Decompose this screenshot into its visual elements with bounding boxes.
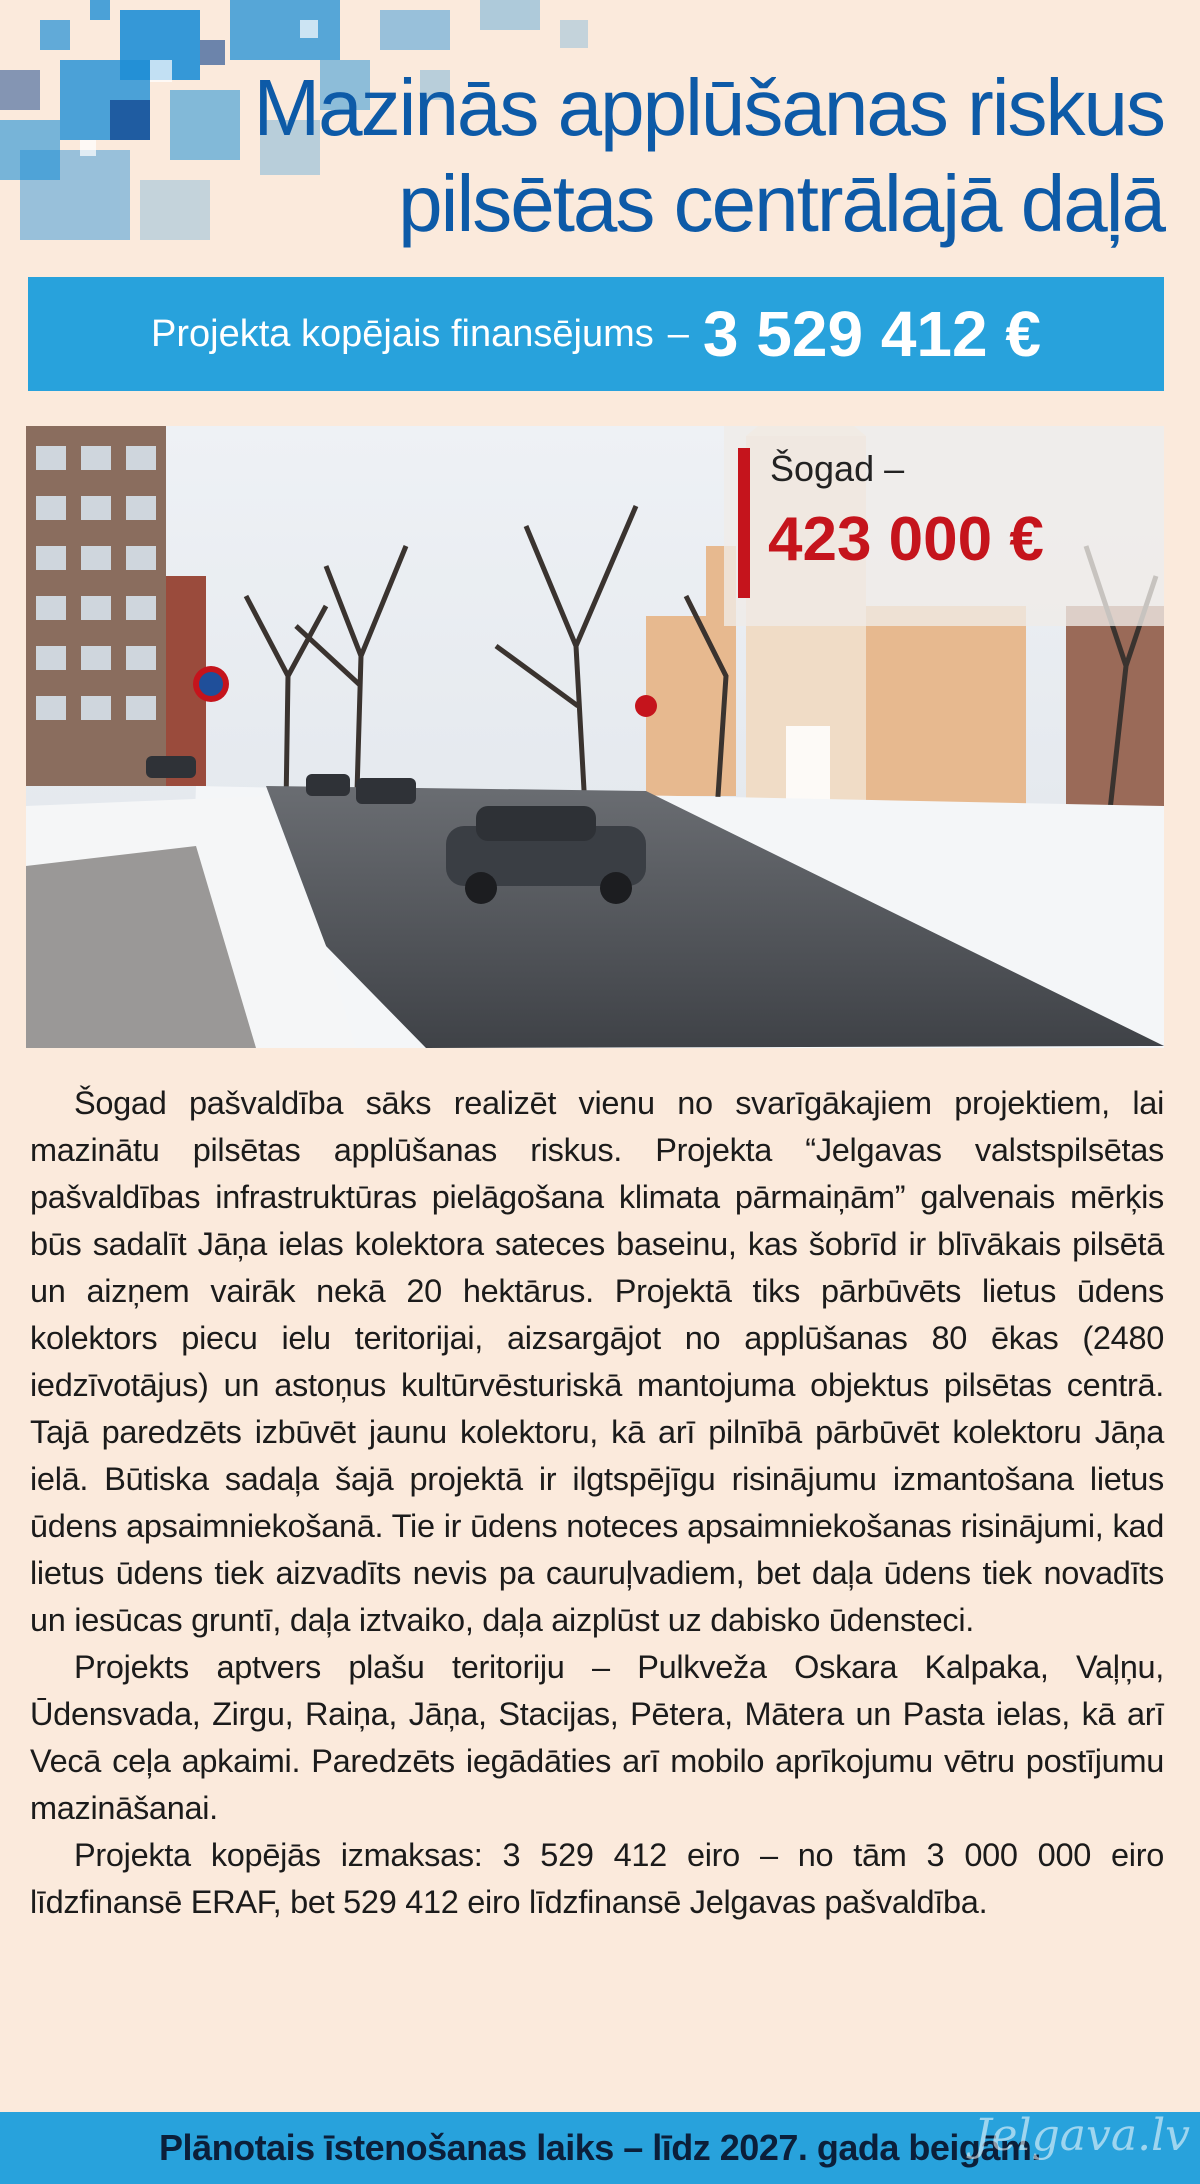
total-funding-dash: – (667, 312, 689, 355)
this-year-label: Šogad – (770, 448, 905, 489)
article-body (30, 1080, 1164, 1926)
total-funding-banner (28, 277, 1164, 391)
headline: Mazinās applūšanas riskus pilsētas centrālajā daļā (253, 63, 1164, 248)
this-year-funding-box (724, 426, 1164, 626)
total-funding-amount: 3 529 412 € (702, 298, 1041, 370)
article-paragraph: Šogad pašvaldība sāks realizēt vienu no svarīgākajiem projektiem, lai mazinātu pilsētas applūšanas riskus. Projekta “Jelgavas valstspilsētas pašvaldības infrastruktūras pielāgošana klimata pārmaiņām” galvenais mērķis būs sadalīt Jāņa ielas kolektora sateces baseinu, kas šobrīd ir blīvākais pilsētā un aizņem vairāk nekā 20 hektārus. Projektā tiks pārbūvēts lietus ūdens kolektors piecu ielu teritorijai, aizsargājot no applūšanas 80 ēkas (2480 iedzīvotājus) un astoņus kultūrvēsturiskā mantojuma objektus pilsētas centrā. Tajā paredzēts izbūvēt jaunu kolektoru, kā arī pilnībā pārbūvēt kolektoru Jāņa ielā. Būtiska sadaļa šajā projektā ir ilgtspējīgu risinājumu izmantošana lietus ūdens apsaimniekošanā. Tie ir ūdens noteces apsaimniekošanas risinājumi, kad lietus ūdens tiek aizvadīts nevis pa cauruļvadiem, bet daļa ūdens tiek novadīts un iesūcas gruntī, daļa iztvaiko, daļa aizplūst uz dabisko ūdensteci. (30, 1085, 1164, 1638)
street-photo (26, 426, 1164, 1048)
site-watermark: Jelgava.lv (973, 2110, 1190, 2161)
article-paragraph: Projekts aptvers plašu teritoriju – Pulkveža Oskara Kalpaka, Vaļņu, Ūdensvada, Zirgu, Raiņa, Jāņa, Stacijas, Pētera, Mātera un Pasta ielas, kā arī Vecā ceļa apkaimi. Paredzēts iegādāties arī mobilo aprīkojumu vētru postījumu mazināšanai. (30, 1649, 1164, 1826)
article-paragraph: Projekta kopējās izmaksas: 3 529 412 eiro – no tām 3 000 000 eiro līdzfinansē ERAF, bet 529 412 eiro līdzfinansē Jelgavas pašvaldība. (30, 1837, 1164, 1920)
this-year-amount: 423 000 € (768, 505, 1044, 574)
timeline-text: Plānotais īstenošanas laiks – līdz 2027. gada beigām. (159, 2127, 1041, 2168)
accent-bar (738, 448, 750, 598)
total-funding-label: Projekta kopējais finansējums (151, 312, 654, 355)
